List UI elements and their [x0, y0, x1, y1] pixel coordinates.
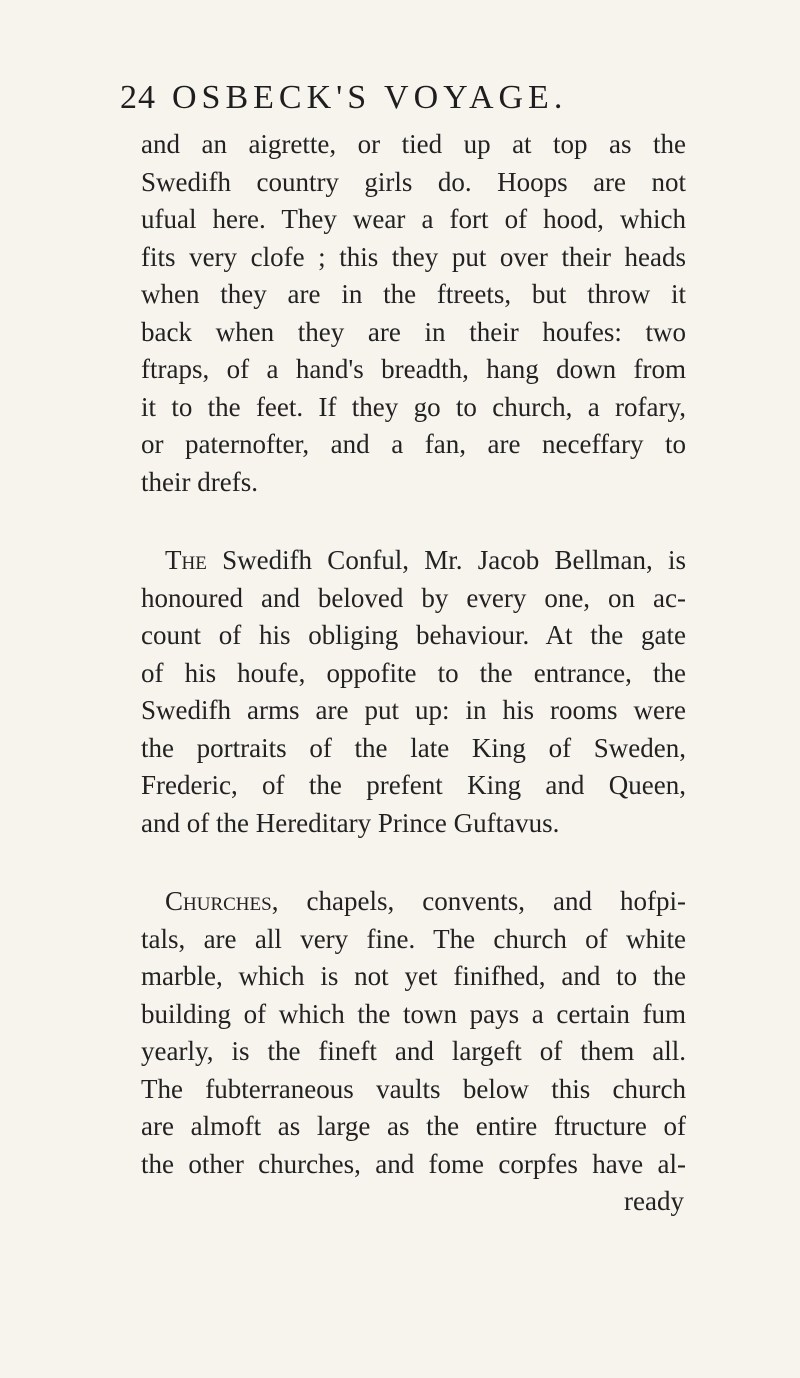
text-line: tals, are all very fine. The church of white	[141, 923, 686, 954]
text-line: marble, which is not yet finifhed, and to the	[141, 961, 686, 991]
text-line: Churches, chapels, convents, and hofpi-	[165, 886, 686, 916]
paragraph-gap	[141, 501, 686, 542]
text-line: and of the Hereditary Prince Guftavus.	[141, 807, 560, 838]
text-line: fits very clofe ; this they put over their heads	[141, 241, 686, 272]
text-line: count of his obliging behaviour. At the gate	[141, 620, 686, 650]
text-line: it to the feet. If they go to church, a rofary,	[141, 391, 686, 422]
text-line: when they are in the ftreets, but throw it	[141, 279, 686, 309]
text-line: Frederic, of the prefent King and Queen,	[141, 770, 686, 800]
body-text	[141, 126, 686, 1221]
text-line: their drefs.	[141, 466, 258, 497]
paragraph-gap	[141, 842, 686, 883]
paragraph-3	[141, 883, 686, 1183]
text-line: back when they are in their houfes: two	[141, 316, 686, 347]
text-line: honoured and beloved by every one, on ac-	[141, 582, 686, 613]
text-line: Swedifh country girls do. Hoops are not	[141, 166, 686, 197]
text-line: ftraps, of a hand's breadth, hang down from	[141, 354, 686, 384]
paragraph-2	[141, 542, 686, 842]
text-line: of his houfe, oppofite to the entrance, the	[141, 657, 686, 688]
text-line: Swedifh arms are put up: in his rooms were	[141, 695, 686, 725]
running-header	[120, 78, 680, 118]
page-number: 24	[120, 79, 156, 116]
text-line: or paternofter, and a fan, are neceffary to	[141, 429, 686, 459]
text-line: yearly, is the fineft and largeft of them all.	[141, 1036, 686, 1066]
text-line: the portraits of the late King of Sweden,	[141, 732, 686, 763]
paragraph-lead: Churches,	[165, 886, 279, 916]
catchword: ready	[624, 1186, 684, 1216]
text-line: the other churches, and fome corpfes have al-	[141, 1148, 686, 1179]
text-line: ufual here. They wear a fort of hood, which	[141, 204, 686, 234]
paragraph-1	[141, 126, 686, 501]
text-line: and an aigrette, or tied up at top as the	[141, 129, 686, 159]
text-line: The fubterraneous vaults below this church	[141, 1073, 686, 1104]
text-line: The Swedifh Conful, Mr. Jacob Bellman, is	[165, 545, 686, 575]
running-title: OSBECK'S VOYAGE.	[172, 79, 568, 116]
text-line: are almoft as large as the entire ftructure of	[141, 1111, 686, 1141]
paragraph-lead: The	[165, 545, 207, 575]
text-line: building of which the town pays a certain fum	[141, 998, 686, 1029]
